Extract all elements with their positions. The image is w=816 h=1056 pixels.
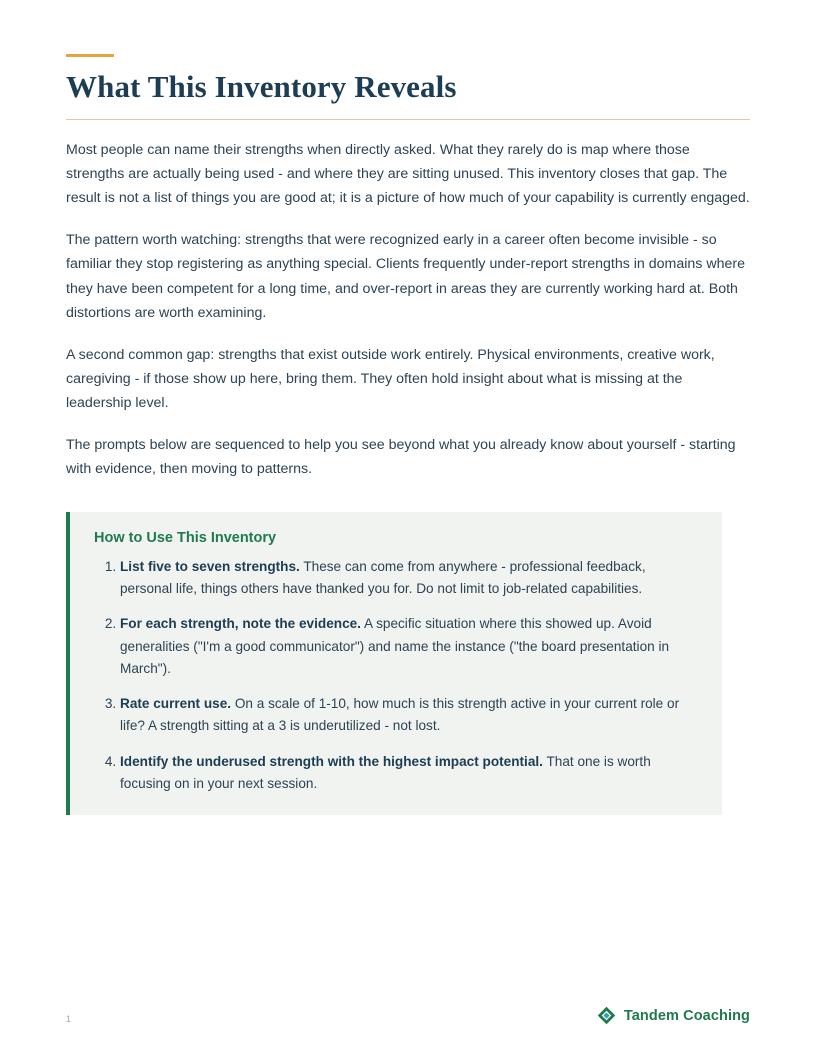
body-paragraph-1: Most people can name their strengths when directly asked. What they rarely do is map where those strengths are actually being used - and where they are sitting unused. This inventory closes that gap. The result is not a list of things you are good at; it is a picture of how much of your capability is currently engaged. (66, 141, 750, 207)
page-title: What This Inventory Reveals (66, 69, 457, 104)
page-footer (66, 1002, 750, 1026)
body-paragraph-4: The prompts below are sequenced to help you see beyond what you already know about yourself - starting with evidence, then moving to patterns. (66, 436, 736, 478)
step-text: That one is worth focusing on in your next session. (120, 753, 651, 791)
step-text: On a scale of 1-10, how much is this strength active in your current role or life? A strength sitting at a 3 is underutilized - not lost. (120, 696, 680, 734)
tandem-diamond-logo-icon (596, 1005, 617, 1026)
page-content (66, 54, 750, 815)
brand-name: Tandem Coaching (623, 1007, 750, 1024)
step-lead: Rate current use. (120, 696, 232, 712)
list-item (120, 613, 700, 680)
list-item (120, 556, 700, 601)
callout-title: How to Use This Inventory (94, 529, 277, 546)
accent-rule (66, 54, 114, 57)
list-item (120, 751, 700, 796)
page-number: 1 (66, 1014, 72, 1024)
how-to-use-callout (66, 512, 722, 816)
title-divider (66, 119, 750, 120)
callout-step-list (94, 556, 700, 796)
body-paragraph-3: A second common gap: strengths that exist outside work entirely. Physical environments, creative work, caregiving - if those show up here, bring them. They often hold insight about what is missing at the leadership level. (66, 346, 715, 412)
brand-lockup (596, 1005, 750, 1026)
step-lead: List five to seven strengths. (120, 558, 300, 574)
list-item (120, 693, 700, 738)
step-lead: For each strength, note the evidence. (120, 616, 361, 632)
step-text: These can come from anywhere - professional feedback, personal life, things others have thanked you for. Do not limit to job-related capabilities. (120, 558, 646, 596)
step-text: A specific situation where this showed up. Avoid generalities ("I'm a good communicator") and name the instance ("the board presentation in March"). (120, 616, 670, 676)
step-lead: Identify the underused strength with the highest impact potential. (120, 753, 543, 769)
body-paragraph-2: The pattern worth watching: strengths that were recognized early in a career often become invisible - so familiar they stop registering as anything special. Clients frequently under-report strengths in domains where they have been competent for a long time, and over-report in areas they are currently working hard at. Both distortions are worth examining. (66, 231, 745, 322)
